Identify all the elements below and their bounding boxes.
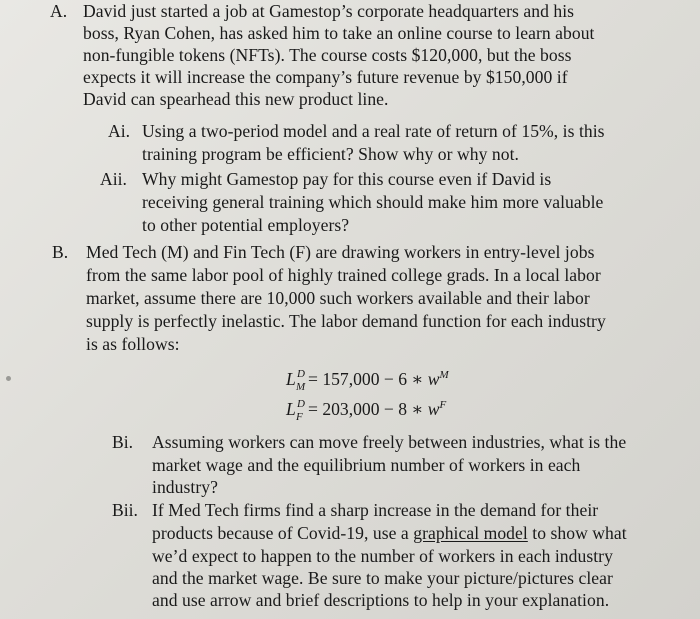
question-aii-marker: Aii.	[100, 169, 127, 189]
equation-wage-variable: w	[427, 369, 440, 389]
question-bi-line: market wage and the equilibrium number of workers in each	[152, 455, 581, 475]
question-ai-line: training program be efficient? Show why or why not.	[142, 144, 519, 164]
question-bii-line: and use arrow and brief descriptions to help in your explanation.	[152, 590, 610, 610]
question-a-line: boss, Ryan Cohen, has asked him to take an online course to learn about	[83, 23, 595, 43]
question-a-line: non-fungible tokens (NFTs). The course costs $120,000, but the boss	[83, 45, 572, 65]
equation-wage-superscript: M	[439, 369, 449, 382]
equation-superscript: D	[297, 398, 305, 410]
question-aii-line: receiving general training which should make him more valuable	[142, 192, 604, 212]
equation-rhs: = 203,000 − 8 ∗	[308, 399, 428, 419]
question-aii-line: to other potential employers?	[142, 215, 350, 235]
equation-wage-superscript: F	[439, 399, 447, 412]
equation-subscript: M	[296, 381, 306, 393]
equation-rhs: = 157,000 − 6 ∗	[308, 369, 428, 389]
question-a-line: expects it will increase the company’s future revenue by $150,000 if	[83, 67, 568, 87]
question-b-line: is as follows:	[86, 334, 180, 354]
labor-demand-equation-fin-tech	[286, 398, 447, 423]
question-a-line: David just started a job at Gamestop’s corporate headquarters and his	[83, 1, 575, 21]
question-bi-line: industry?	[152, 477, 218, 497]
equation-variable: L	[286, 369, 296, 389]
equation-wage-variable: w	[427, 399, 440, 419]
question-bii-text: products because of Covid-19, use a	[152, 523, 414, 543]
equation-superscript: D	[297, 368, 305, 380]
question-ai-marker: Ai.	[108, 121, 130, 141]
question-a-line: David can spearhead this new product line.	[83, 89, 389, 109]
question-b-line: supply is perfectly inelastic. The labor demand function for each industry	[86, 311, 606, 331]
question-bii-line: we’d expect to happen to the number of workers in each industry	[152, 546, 613, 566]
question-b-line: Med Tech (M) and Fin Tech (F) are drawing workers in entry-level jobs	[86, 242, 595, 262]
question-aii-line: Why might Gamestop pay for this course even if David is	[142, 169, 552, 189]
question-bii-line: If Med Tech firms find a sharp increase in the demand for their	[152, 500, 599, 520]
equation-variable: L	[286, 399, 296, 419]
question-a-marker: A.	[50, 1, 68, 21]
paper-speck	[6, 376, 11, 381]
question-bii-text: to show what	[527, 523, 627, 543]
question-b-marker: B.	[52, 242, 69, 262]
equation-subscript: F	[296, 411, 303, 423]
graphical-model-underlined-text: graphical model	[413, 523, 528, 543]
question-bi-line: Assuming workers can move freely between industries, what is the	[152, 432, 627, 452]
question-ai-line: Using a two-period model and a real rate of return of 15%, is this	[142, 121, 605, 141]
question-b-line: from the same labor pool of highly trained college grads. In a local labor	[86, 265, 601, 285]
question-b-line: market, assume there are 10,000 such workers available and their labor	[86, 288, 590, 308]
question-bii-line: and the market wage. Be sure to make your picture/pictures clear	[152, 568, 613, 588]
labor-demand-equation-med-tech	[286, 368, 449, 393]
question-bii-marker: Bii.	[112, 500, 138, 520]
question-bi-marker: Bi.	[112, 432, 134, 452]
question-bii-line	[152, 522, 627, 544]
